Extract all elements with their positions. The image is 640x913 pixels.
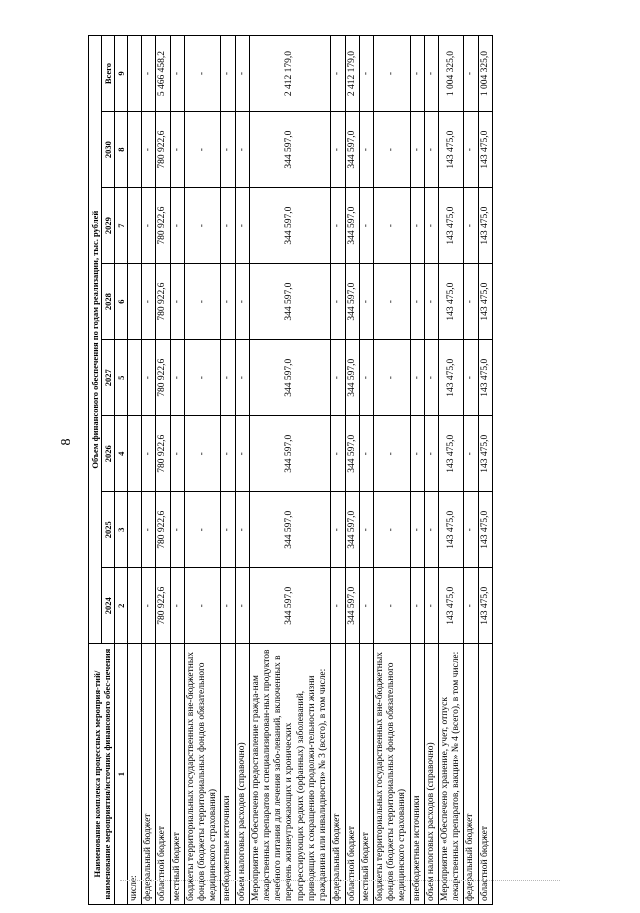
row-value-cell: 344 597,0 <box>249 264 330 340</box>
header-year-2024: 2024 <box>102 568 115 644</box>
row-name-cell: внебюджетные источники <box>410 644 424 905</box>
row-total-cell <box>128 36 142 112</box>
row-total-cell: - <box>464 36 478 112</box>
row-total-cell: - <box>184 36 221 112</box>
row-value-cell: 344 597,0 <box>249 340 330 416</box>
row-total-cell: - <box>235 36 249 112</box>
row-value-cell: 143 475,0 <box>438 112 463 188</box>
table-row <box>128 36 142 905</box>
column-number-7: 7 <box>115 188 128 264</box>
header-total: Всего <box>102 36 115 112</box>
row-value-cell: - <box>464 568 478 644</box>
header-year-2027: 2027 <box>102 340 115 416</box>
row-value-cell: - <box>464 492 478 568</box>
row-value-cell <box>128 340 142 416</box>
row-value-cell: - <box>221 492 235 568</box>
row-value-cell: 780 922,6 <box>156 188 170 264</box>
table-row <box>345 36 359 905</box>
row-value-cell: - <box>410 188 424 264</box>
row-value-cell: - <box>235 568 249 644</box>
row-total-cell: 2 412 179,0 <box>345 36 359 112</box>
row-value-cell: 344 597,0 <box>345 112 359 188</box>
row-value-cell: 143 475,0 <box>478 340 492 416</box>
row-value-cell: - <box>235 492 249 568</box>
row-value-cell: - <box>184 416 221 492</box>
row-total-cell: - <box>170 36 184 112</box>
column-number-9: 9 <box>115 36 128 112</box>
row-value-cell: - <box>170 568 184 644</box>
row-value-cell: - <box>170 264 184 340</box>
row-value-cell: 780 922,6 <box>156 568 170 644</box>
row-value-cell: - <box>142 112 156 188</box>
row-total-cell: 1 004 325,0 <box>478 36 492 112</box>
header-year-2025: 2025 <box>102 492 115 568</box>
column-number-4: 4 <box>115 416 128 492</box>
row-value-cell: 143 475,0 <box>438 492 463 568</box>
row-value-cell: - <box>184 568 221 644</box>
row-value-cell: - <box>331 568 345 644</box>
row-value-cell: - <box>464 264 478 340</box>
row-value-cell: - <box>184 188 221 264</box>
row-total-cell: - <box>142 36 156 112</box>
column-number-3: 3 <box>115 492 128 568</box>
header-year-2026: 2026 <box>102 416 115 492</box>
row-name-cell: Мероприятие «Обеспечено предоставление гражда-нам лекарственных препаратов и специализирован-ных продуктов лечебного питания для лечения забо-леваний, включенных в перечень жизнеугрожающих и хронических прогрессирующих редких (орфанных) заболеваний, приводящих к сокращению продолжи-тельности жизни гражданина или инвалидности» № 3 (всего), в том числе: <box>249 644 330 905</box>
row-value-cell: - <box>170 416 184 492</box>
row-value-cell: - <box>170 492 184 568</box>
row-total-cell: - <box>359 36 373 112</box>
column-number-5: 5 <box>115 340 128 416</box>
table-row <box>249 36 330 905</box>
row-value-cell: - <box>221 416 235 492</box>
row-value-cell: - <box>464 416 478 492</box>
row-value-cell: - <box>359 112 373 188</box>
row-value-cell: - <box>373 568 410 644</box>
table-row <box>410 36 424 905</box>
header-name-cell: Наименование комплекса процессных мероприя-тий/наименование мероприятия/источник финансового обес-печения <box>89 644 115 905</box>
row-value-cell: 143 475,0 <box>478 492 492 568</box>
row-name-cell: областной бюджет <box>345 644 359 905</box>
scan-artifact-line <box>120 880 560 882</box>
row-value-cell: 344 597,0 <box>345 492 359 568</box>
row-value-cell: - <box>184 492 221 568</box>
row-value-cell: - <box>331 416 345 492</box>
row-value-cell: - <box>235 264 249 340</box>
row-value-cell: - <box>235 188 249 264</box>
row-value-cell: 344 597,0 <box>249 492 330 568</box>
table-row <box>142 36 156 905</box>
row-value-cell: 780 922,6 <box>156 112 170 188</box>
row-value-cell: - <box>221 568 235 644</box>
row-value-cell: - <box>142 340 156 416</box>
row-value-cell: 344 597,0 <box>249 188 330 264</box>
column-number-6: 6 <box>115 264 128 340</box>
row-value-cell: - <box>331 264 345 340</box>
row-value-cell: - <box>184 264 221 340</box>
row-value-cell: - <box>359 416 373 492</box>
row-value-cell: - <box>221 340 235 416</box>
row-value-cell: 143 475,0 <box>438 188 463 264</box>
row-name-cell: объем налоговых расходов (справочно) <box>235 644 249 905</box>
row-value-cell: - <box>410 416 424 492</box>
row-name-cell: областной бюджет <box>478 644 492 905</box>
financing-table <box>88 35 493 905</box>
table-row <box>478 36 492 905</box>
row-name-cell: областной бюджет <box>156 644 170 905</box>
row-value-cell: - <box>142 188 156 264</box>
row-total-cell: - <box>331 36 345 112</box>
table-row <box>359 36 373 905</box>
table-row <box>235 36 249 905</box>
header-year-2029: 2029 <box>102 188 115 264</box>
row-name-cell: бюджеты территориальных государственных вне-бюджетных фондов (бюджеты территориальных фондов обязательного медицинского страхования) <box>373 644 410 905</box>
column-number-8: 8 <box>115 112 128 188</box>
row-total-cell: 5 466 458,2 <box>156 36 170 112</box>
row-value-cell: - <box>170 112 184 188</box>
row-value-cell: 344 597,0 <box>249 112 330 188</box>
row-value-cell: - <box>410 340 424 416</box>
row-value-cell: 143 475,0 <box>478 416 492 492</box>
table-row <box>424 36 438 905</box>
table-row <box>464 36 478 905</box>
row-name-cell: местный бюджет <box>170 644 184 905</box>
page-number: 8 <box>59 438 74 446</box>
row-total-cell: 2 412 179,0 <box>249 36 330 112</box>
row-value-cell: 143 475,0 <box>478 568 492 644</box>
row-value-cell: - <box>142 264 156 340</box>
table-row <box>438 36 463 905</box>
row-value-cell: - <box>424 264 438 340</box>
row-value-cell: - <box>424 112 438 188</box>
row-value-cell: 143 475,0 <box>438 264 463 340</box>
row-total-cell: - <box>221 36 235 112</box>
row-value-cell: 344 597,0 <box>345 264 359 340</box>
row-value-cell: 344 597,0 <box>345 340 359 416</box>
row-value-cell: - <box>221 264 235 340</box>
row-name-cell: местный бюджет <box>359 644 373 905</box>
row-value-cell: - <box>373 264 410 340</box>
row-value-cell: - <box>424 492 438 568</box>
row-value-cell: 780 922,6 <box>156 340 170 416</box>
row-value-cell: - <box>410 112 424 188</box>
row-value-cell: 143 475,0 <box>478 188 492 264</box>
table-row <box>373 36 410 905</box>
row-value-cell: 143 475,0 <box>438 340 463 416</box>
row-value-cell: - <box>359 492 373 568</box>
row-value-cell: - <box>221 112 235 188</box>
row-value-cell: - <box>373 416 410 492</box>
row-value-cell: - <box>464 112 478 188</box>
table-row <box>331 36 345 905</box>
row-value-cell: - <box>373 188 410 264</box>
row-value-cell: - <box>331 188 345 264</box>
row-value-cell: - <box>221 188 235 264</box>
table-row <box>156 36 170 905</box>
row-value-cell: 344 597,0 <box>345 568 359 644</box>
row-value-cell: - <box>359 568 373 644</box>
row-value-cell: - <box>142 568 156 644</box>
row-value-cell: - <box>184 340 221 416</box>
row-value-cell: - <box>373 112 410 188</box>
row-value-cell: - <box>142 416 156 492</box>
row-value-cell: 143 475,0 <box>438 416 463 492</box>
row-value-cell: 344 597,0 <box>345 416 359 492</box>
row-value-cell <box>128 112 142 188</box>
column-number-2: 2 <box>115 568 128 644</box>
row-value-cell: - <box>424 568 438 644</box>
row-value-cell: - <box>359 188 373 264</box>
row-value-cell: - <box>235 340 249 416</box>
row-value-cell: - <box>410 568 424 644</box>
header-row-group <box>89 36 102 905</box>
row-total-cell: - <box>424 36 438 112</box>
row-value-cell <box>128 264 142 340</box>
row-name-cell: объем налоговых расходов (справочно) <box>424 644 438 905</box>
row-value-cell <box>128 492 142 568</box>
row-value-cell: - <box>359 340 373 416</box>
row-value-cell: - <box>424 340 438 416</box>
row-value-cell <box>128 188 142 264</box>
row-name-cell: бюджеты территориальных государственных вне-бюджетных фондов (бюджеты территориальных фондов обязательного медицинского страхования) <box>184 644 221 905</box>
row-total-cell: - <box>373 36 410 112</box>
row-name-cell: федеральный бюджет <box>464 644 478 905</box>
row-name-cell: федеральный бюджет <box>331 644 345 905</box>
row-value-cell: 143 475,0 <box>478 264 492 340</box>
row-value-cell: 344 597,0 <box>345 188 359 264</box>
row-value-cell: - <box>464 340 478 416</box>
header-group-cell: Объем финансового обеспечения по годам реализации, тыс. рублей <box>89 36 102 644</box>
row-name-cell: федеральный бюджет <box>142 644 156 905</box>
row-value-cell <box>128 568 142 644</box>
row-total-cell: - <box>410 36 424 112</box>
row-value-cell: - <box>410 264 424 340</box>
row-value-cell: - <box>464 188 478 264</box>
row-value-cell: - <box>170 340 184 416</box>
row-value-cell: - <box>331 340 345 416</box>
row-value-cell: - <box>424 188 438 264</box>
row-value-cell: - <box>170 188 184 264</box>
column-number-1: 1 <box>115 644 128 905</box>
row-value-cell: 780 922,6 <box>156 416 170 492</box>
table-row <box>184 36 221 905</box>
row-value-cell: 143 475,0 <box>438 568 463 644</box>
table-row <box>221 36 235 905</box>
header-row-numbers <box>115 36 128 905</box>
header-year-2030: 2030 <box>102 112 115 188</box>
table-wrapper <box>88 35 588 905</box>
row-value-cell: - <box>373 340 410 416</box>
row-name-cell: числе: <box>128 644 142 905</box>
table-row <box>170 36 184 905</box>
row-value-cell: - <box>331 112 345 188</box>
row-value-cell: 143 475,0 <box>478 112 492 188</box>
row-value-cell <box>128 416 142 492</box>
row-name-cell: Мероприятие «Обеспечено хранение, учет, отпуск лекарственных препаратов, вакцин» № 4 (всего), в том числе: <box>438 644 463 905</box>
row-value-cell: - <box>235 416 249 492</box>
row-value-cell: - <box>373 492 410 568</box>
row-name-cell: внебюджетные источники <box>221 644 235 905</box>
row-value-cell: - <box>184 112 221 188</box>
row-value-cell: - <box>142 492 156 568</box>
row-value-cell: 344 597,0 <box>249 568 330 644</box>
row-value-cell: - <box>235 112 249 188</box>
row-value-cell: 344 597,0 <box>249 416 330 492</box>
row-value-cell: 780 922,6 <box>156 264 170 340</box>
row-value-cell: - <box>424 416 438 492</box>
rotated-page <box>88 35 638 905</box>
table-body <box>128 36 493 905</box>
row-value-cell: - <box>331 492 345 568</box>
row-total-cell: 1 004 325,0 <box>438 36 463 112</box>
row-value-cell: - <box>410 492 424 568</box>
row-value-cell: - <box>359 264 373 340</box>
header-year-2028: 2028 <box>102 264 115 340</box>
row-value-cell: 780 922,6 <box>156 492 170 568</box>
